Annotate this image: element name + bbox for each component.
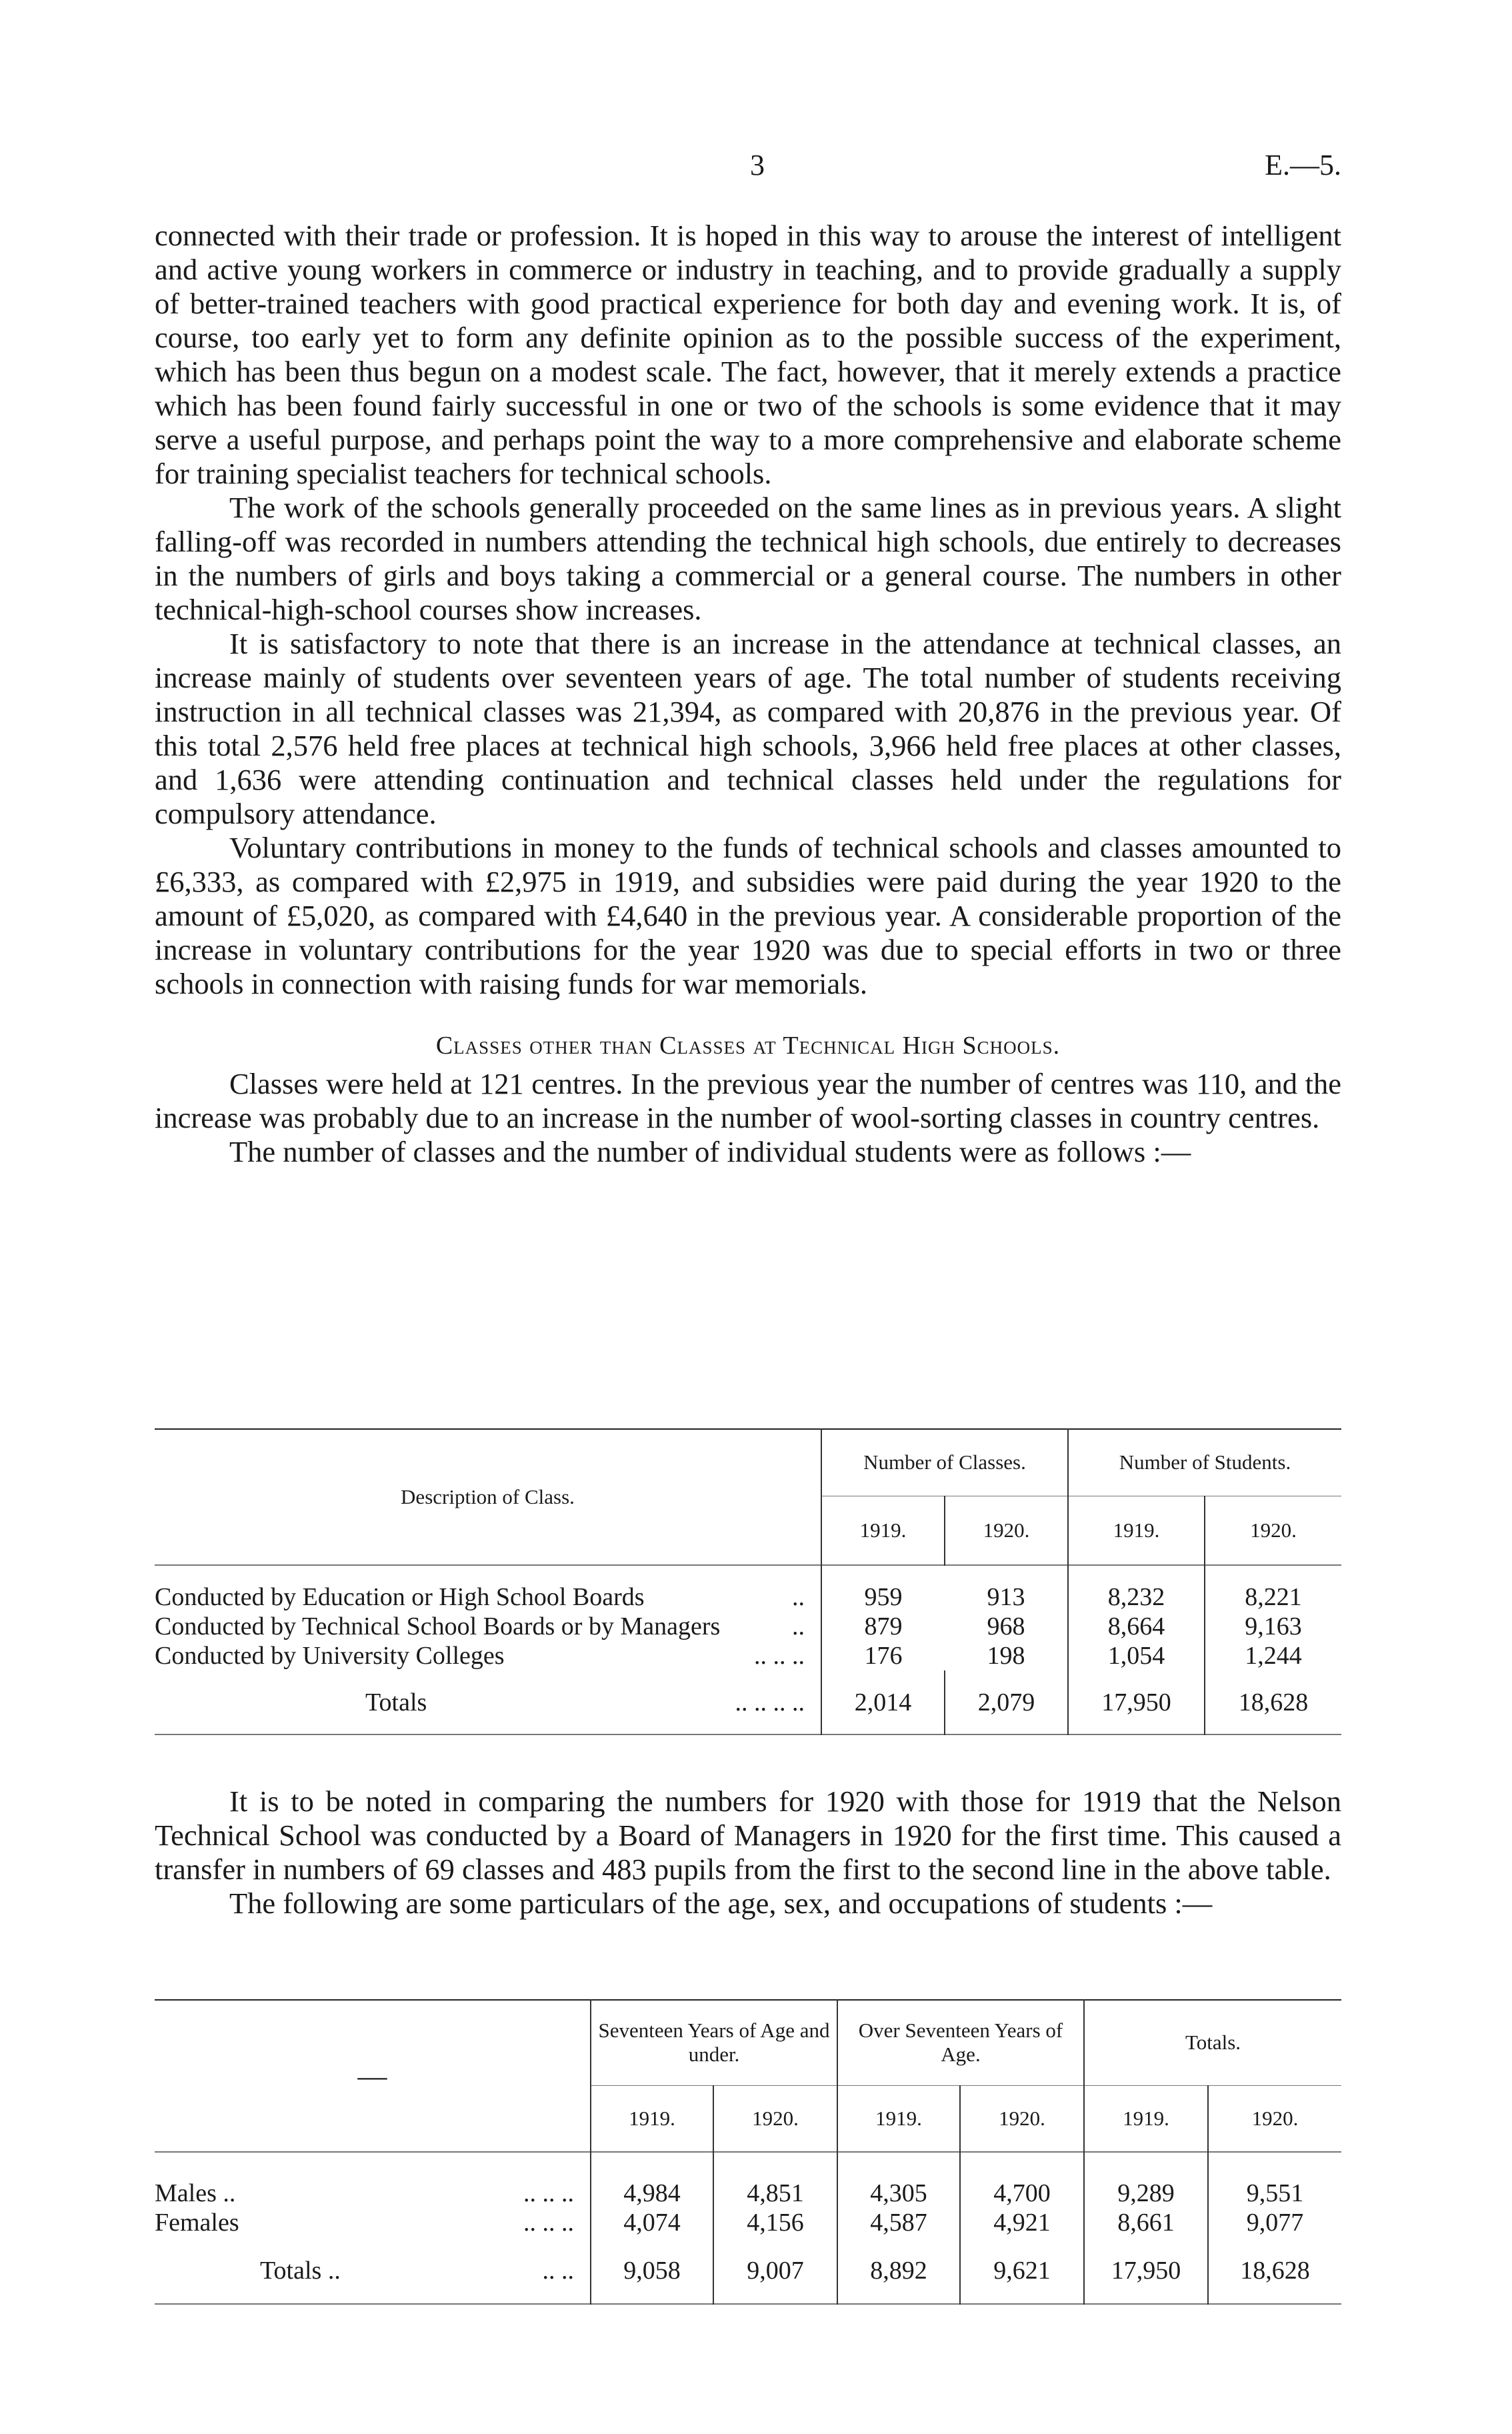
section-heading: Classes other than Classes at Technical High Schools. xyxy=(435,1032,1061,1060)
table-cell: 9,163 xyxy=(1205,1612,1341,1641)
table-cell: 17,950 xyxy=(1068,1670,1205,1734)
totals-label: Totals xyxy=(365,1688,427,1716)
table-cell: 18,628 xyxy=(1205,1670,1341,1734)
table-cell: 8,221 xyxy=(1205,1565,1341,1612)
students-group-header: Number of Students. xyxy=(1068,1429,1341,1496)
table-cell: 9,621 xyxy=(960,2237,1084,2304)
year-header: 1919. xyxy=(837,2085,960,2152)
document-code: E.—5. xyxy=(1265,149,1341,181)
table-cell: 2,014 xyxy=(821,1670,945,1734)
table-cell: 4,156 xyxy=(713,2208,837,2237)
page-header xyxy=(155,148,1341,188)
classes-group-header: Number of Classes. xyxy=(821,1429,1068,1496)
table-cell: 959 xyxy=(821,1565,945,1612)
totals-label: Totals .. xyxy=(260,2256,341,2285)
paragraph: The following are some particulars of the age, sex, and occupations of students :— xyxy=(229,1887,1213,1920)
table-cell: 9,289 xyxy=(1084,2152,1208,2208)
totals-group-header: Totals. xyxy=(1084,2000,1341,2085)
year-header: 1920. xyxy=(713,2085,837,2152)
stub-header: — xyxy=(357,2059,387,2093)
paragraph: The work of the schools generally proceeded on the same lines as in previous years. A slight falling-off was recorded in numbers attending the technical high schools, due entirely to decreases in the numbers of girls and boys taking a commercial or a general course. The numbers in other technical-high-school courses show increases. xyxy=(155,491,1341,626)
paragraph: Classes were held at 121 centres. In the previous year the number of centres was 110, and the increase was probably due to an increase in the number of wool-sorting classes in country centres. xyxy=(155,1067,1341,1134)
table-cell: 17,950 xyxy=(1084,2237,1208,2304)
table-cell: 4,305 xyxy=(837,2152,960,2208)
year-header: 1919. xyxy=(1084,2085,1208,2152)
year-header: 1920. xyxy=(960,2085,1084,2152)
table-cell: 8,892 xyxy=(837,2237,960,2304)
year-header: 1919. xyxy=(1068,1496,1205,1565)
table-cell: 198 xyxy=(987,1642,1025,1670)
table-cell: 8,661 xyxy=(1084,2208,1208,2237)
table-cell: 1,054 xyxy=(1068,1641,1205,1670)
seventeen-group-header: Seventeen Years of Age and under. xyxy=(591,2000,837,2085)
table-cell: 4,984 xyxy=(591,2152,713,2208)
year-header: 1920. xyxy=(1205,1496,1341,1565)
table-cell: 18,628 xyxy=(1208,2237,1341,2304)
age-sex-table xyxy=(155,1999,1341,2305)
row-label: Conducted by Education or High School Boards xyxy=(155,1583,645,1611)
table-row: Conducted by Education or High School Boards .. 959 913 8,232 8,221 xyxy=(155,1565,1341,1612)
year-header: 1919. xyxy=(821,1496,945,1565)
year-header: 1920. xyxy=(945,1496,1068,1565)
classes-table xyxy=(155,1428,1341,1735)
paragraph: connected with their trade or profession. It is hoped in this way to arouse the interest of intelligent and active young workers in commerce or industry in teaching, and to provide gradually a supply of better-trained teachers with good practical experience for both day and evening work. It is, of course, too early yet to form any definite opinion as to the possible success of the experiment, which has been thus begun on a modest scale. The fact, however, that it merely extends a practice which has been found fairly successful in one or two of the schools is some evidence that it may serve a useful purpose, and perhaps point the way to a more comprehensive and elaborate scheme for training specialist teachers for technical schools. xyxy=(155,219,1341,490)
table-row: Males .. .. .. .. 4,984 4,851 4,305 4,700 9,289 9,551 xyxy=(155,2152,1341,2208)
table-cell: 1,244 xyxy=(1205,1641,1341,1670)
table-cell: 9,551 xyxy=(1208,2152,1341,2208)
table-cell: 9,007 xyxy=(713,2237,837,2304)
paragraph: Voluntary contributions in money to the funds of technical schools and classes amounted to £6,333, as compared with £2,975 in 1919, and subsidies were paid during the year 1920 to the amount of £5,020, as compared with £4,640 in the previous year. A considerable proportion of the increase in voluntary contributions for the year 1920 was due to special efforts in two or three schools in connection with raising funds for war memorials. xyxy=(155,831,1341,1000)
table-cell: 9,058 xyxy=(591,2237,713,2304)
table-cell: 4,700 xyxy=(960,2152,1084,2208)
totals-row: Totals .. .. .. .. 2,014 2,079 17,950 18,628 xyxy=(155,1670,1341,1734)
over-seventeen-group-header: Over Seventeen Years of Age. xyxy=(837,2000,1084,2085)
table-cell: 913 xyxy=(987,1583,1025,1611)
after-table-text xyxy=(155,1784,1341,1921)
paragraph: The number of classes and the number of individual students were as follows :— xyxy=(229,1135,1191,1168)
table-cell: 176 xyxy=(821,1641,945,1670)
row-label: Females xyxy=(155,2209,239,2237)
table-cell: 8,232 xyxy=(1068,1565,1205,1612)
row-label: Conducted by Technical School Boards or by Managers xyxy=(155,1612,721,1640)
table-cell: 4,587 xyxy=(837,2208,960,2237)
table-row: Conducted by University Colleges .. .. .. 176 198 1,054 1,244 xyxy=(155,1641,1341,1670)
description-header: Description of Class. xyxy=(401,1485,575,1508)
table-cell: 4,074 xyxy=(591,2208,713,2237)
table-cell: 879 xyxy=(821,1612,945,1641)
year-header: 1919. xyxy=(591,2085,713,2152)
row-label: Conducted by University Colleges xyxy=(155,1642,505,1670)
table-cell: 2,079 xyxy=(945,1670,1068,1734)
row-label: Males .. xyxy=(155,2179,236,2207)
year-header: 1920. xyxy=(1208,2085,1341,2152)
table-cell: 4,921 xyxy=(960,2208,1084,2237)
body-text xyxy=(155,219,1341,1169)
paragraph: It is to be noted in comparing the numbers for 1920 with those for 1919 that the Nelson Technical School was conducted by a Board of Managers in 1920 for the first time. This caused a transfer in numbers of 69 classes and 483 pupils from the first to the second line in the above table. xyxy=(155,1784,1341,1886)
table-cell: 4,851 xyxy=(713,2152,837,2208)
table-cell: 9,077 xyxy=(1208,2208,1341,2237)
totals-row: Totals .. .. .. 9,058 9,007 8,892 9,621 17,950 18,628 xyxy=(155,2237,1341,2304)
table-row: Conducted by Technical School Boards or by Managers .. 879 968 8,664 9,163 xyxy=(155,1612,1341,1641)
paragraph: It is satisfactory to note that there is an increase in the attendance at technical classes, an increase mainly of students over seventeen years of age. The total number of students receiving instruction in all technical classes was 21,394, as compared with 20,876 in the previous year. Of this total 2,576 held free places at technical high schools, 3,966 held free places at other classes, and 1,636 were attending continuation and technical classes held under the regulations for compulsory attendance. xyxy=(155,627,1341,830)
page-number: 3 xyxy=(750,149,765,181)
table-cell: 8,664 xyxy=(1068,1612,1205,1641)
table-cell: 968 xyxy=(987,1612,1025,1640)
table-row: Females .. .. .. 4,074 4,156 4,587 4,921 8,661 9,077 xyxy=(155,2208,1341,2237)
